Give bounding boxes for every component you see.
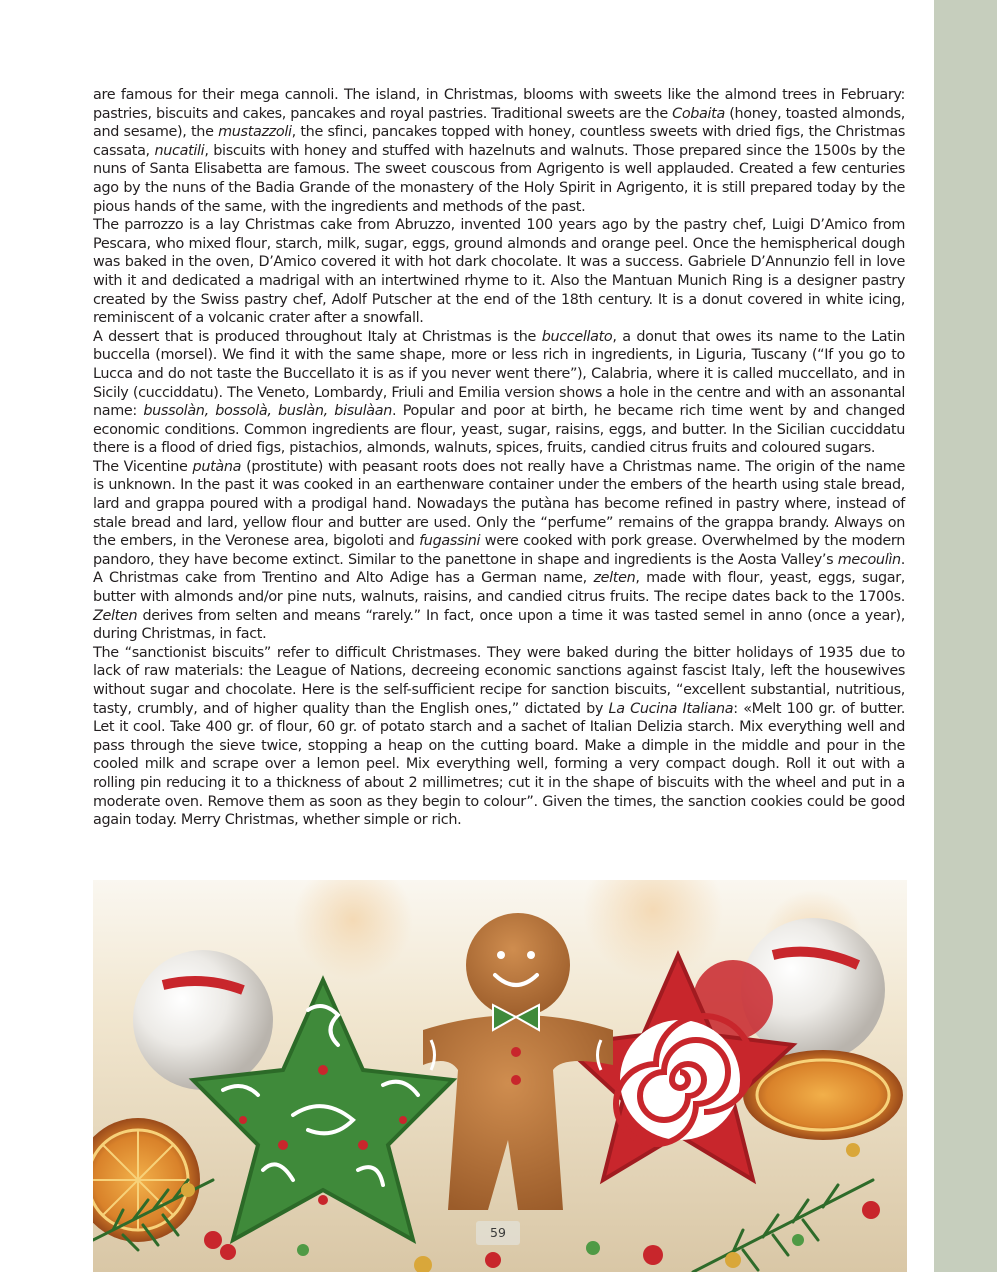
paragraph-putana-zelten: The Vicentine putàna (prostitute) with peasant roots does not really have a Christmas name. The origin of the name is unknown. In the past it was cooked in an earthenware container under the embers of the hearth using stale bread, lard and grappa poured with a prodigal hand. Nowadays the putàna has become refined in pastry where, instead of stale bread and lard, yellow flour and butter are used. Only the “perfume” remains of the grappa brandy. Always on the embers, in the Veronese area, bigoloti and fugassini were cooked with pork grease. Overwhelmed by the modern pandoro, they have become extinct. Similar to the panettone in shape and ingredients is the Aosta Valley’s mecoulìn. A Christmas cake from Trentino and Alto Adige has a German name, zelten, made with flour, yeast, eggs, sugar, butter with almonds and/or pine nuts, walnuts, raisins, and candied citrus fruits. The recipe dates back to the 1700s. Zelten derives from selten and means “rarely.” In fact, once upon a time it was tasted semel in anno (once a year), during Christmas, in fact. (93, 458, 906, 643)
article-body (93, 86, 905, 830)
christmas-cookies-photo (93, 880, 907, 1272)
page-number: 59 (476, 1221, 520, 1245)
paragraph-buccellato: A dessert that is produced throughout Italy at Christmas is the buccellato, a donut that owes its name to the Latin buccella (morsel). We find it with the same shape, more or less rich in ingredients, in Liguria, Tuscany (“If you go to Lucca and do not taste the Buccellato it is as if you never went there”), Calabria, where it is called muccellato, and in Sicily (cucciddatu). The Veneto, Lombardy, Friuli and Emilia version shows a hole in the centre and with an assonantal name: bussolàn, bossolà, buslàn, bisulàan. Popular and poor at birth, he became rich time went by and changed economic conditions. Common ingredients are flour, yeast, sugar, raisins, eggs, and butter. In the Sicilian cucciddatu there is a flood of dried figs, pistachios, almonds, walnuts, spices, fruits, candied citrus fruits and coloured sugars. (93, 328, 906, 457)
paragraph-sanction-biscuits: The “sanctionist biscuits” refer to difficult Christmases. They were baked during the bitter holidays of 1935 due to lack of raw materials: the League of Nations, decreeing economic sanctions against fascist Italy, left the housewives without sugar and chocolate. Here is the self-sufficient recipe for sanction biscuits, “excellent substantial, nutritious, tasty, crumbly, and of higher quality than the English ones,” dictated by La Cucina Italiana: «Melt 100 gr. of butter. Let it cool. Take 400 gr. of flour, 60 gr. of potato starch and a sachet of Italian Delizia starch. Mix everything well and pass through the sieve twice, stopping a heap on the cutting board. Make a dimple in the middle and pour in the cooled milk and scrape over a lemon peel. Mix everything well, forming a very compact dough. Roll it out with a rolling pin reducing it to a thickness of about 2 millimetres; cut it in the shape of biscuits with the wheel and put in a moderate oven. Remove them as soon as they begin to colour”. Given the times, the sanction cookies could be good again today. Merry Christmas, whether simple or rich. (93, 644, 905, 829)
paragraph-sicilian-sweets: are famous for their mega cannoli. The island, in Christmas, blooms with sweets like the almond trees in February: pastries, biscuits and cakes, pancakes and royal pastries. Traditional sweets are the Cobaita (honey, toasted almonds, and sesame), the mustazzoli, the sfinci, pancakes topped with honey, countless sweets with dried figs, the Christmas cassata, nucatili, biscuits with honey and stuffed with hazelnuts and walnuts. Those prepared since the 1500s by the nuns of Santa Elisabetta are famous. The sweet couscous from Agrigento is well applauded. Created a few centuries ago by the nuns of the Badia Grande of the monastery of the Holy Spirit in Agrigento, it is still prepared today by the pious hands of the same, with the ingredients and methods of the past. (93, 87, 905, 215)
side-margin-band (934, 0, 997, 1272)
paragraph-parrozzo: The parrozzo is a lay Christmas cake from Abruzzo, invented 100 years ago by the pastry chef, Luigi D’Amico from Pescara, who mixed flour, starch, milk, sugar, eggs, ground almonds and orange peel. Once the hemispherical dough was baked in the oven, D’Amico covered it with hot dark chocolate. It was a success. Gabriele D’Annunzio fell in love with it and dedicated a madrigal with an intertwined rhyme to it. Also the Mantuan Munich Ring is a designer pastry created by the Swiss pastry chef, Adolf Putscher at the end of the 18th century. It is a donut covered in white icing, reminiscent of a volcanic crater after a snowfall. (93, 217, 905, 327)
